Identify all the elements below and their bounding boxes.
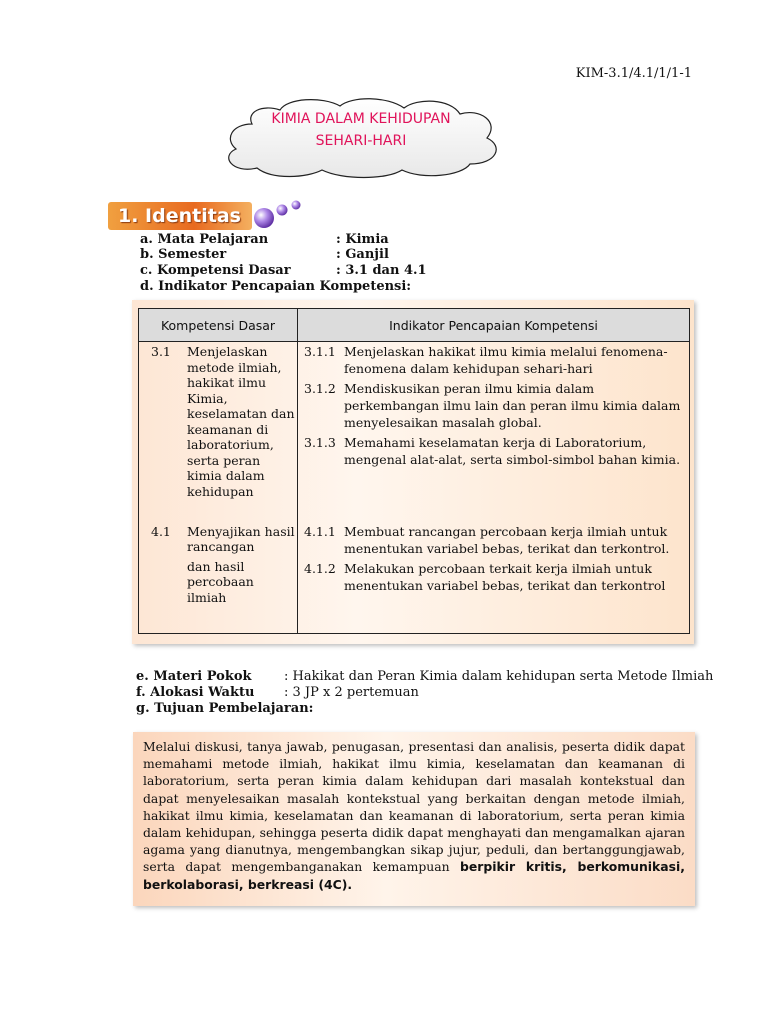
kd-item: 4.1 Menyajikan hasil rancangan dan hasil percobaan ilmiah	[151, 523, 295, 605]
cloud-title	[212, 108, 510, 152]
indicator-item: 4.1.1 Membuat rancangan percobaan kerja ilmiah untuk menentukan variabel bebas, terikat dan terkontrol.	[304, 523, 670, 556]
tujuan-4c: berpikir kritis, berkomunikasi, berkolaborasi, berkreasi (4C).	[143, 859, 685, 892]
cloud-title-line2: SEHARI-HARI	[315, 133, 407, 149]
indicator-item: 3.1.1 Menjelaskan hakikat ilmu kimia melalui fenomena-fenomena dalam kehidupan sehari-hari	[304, 344, 668, 376]
identitas-row: c. Kompetensi Dasar : 3.1 dan 4.1	[140, 263, 427, 278]
kd-cell	[139, 522, 298, 634]
cloud-title-line1: KIMIA DALAM KEHIDUPAN	[271, 111, 451, 127]
tujuan-heading: g. Tujuan Pembelajaran:	[136, 701, 314, 716]
identitas-title: 1. Identitas	[118, 205, 241, 227]
document-code: KIM-3.1/4.1/1/1-1	[575, 66, 692, 81]
indicator-item: 4.1.2 Melakukan percobaan terkait kerja ilmiah untuk menentukan variabel bebas, terikat dan terkontrol	[304, 560, 666, 593]
kd-cell	[139, 342, 298, 522]
identitas-row: a. Mata Pelajaran : Kimia	[140, 232, 389, 247]
table-header-ipk: Indikator Pencapaian Kompetensi	[298, 309, 690, 342]
identitas-row: b. Semester : Ganjil	[140, 247, 389, 262]
kompetensi-table	[138, 308, 690, 634]
kd-item: 3.1 Menjelaskan metode ilmiah, hakikat ilmu Kimia, keselamatan dan keamanan di laboratorium, serta peran kimia dalam kehidupan	[151, 344, 295, 499]
identitas-row: d. Indikator Pencapaian Kompetensi:	[140, 279, 412, 294]
decorative-bubbles	[250, 196, 310, 232]
indicator-item: 3.1.3 Memahami keselamatan kerja di Laboratorium, mengenal alat-alat, serta simbol-simbol bahan kimia.	[304, 435, 681, 467]
table-header-kd: Kompetensi Dasar	[139, 309, 298, 342]
materi-row: e. Materi Pokok : Hakikat dan Peran Kimia dalam kehidupan serta Metode Ilmiah	[136, 669, 714, 684]
ipk-cell	[298, 342, 690, 522]
alokasi-row: f. Alokasi Waktu : 3 JP x 2 pertemuan	[136, 685, 419, 700]
ipk-cell	[298, 522, 690, 634]
indicator-item: 3.1.2 Mendiskusikan peran ilmu kimia dalam perkembangan ilmu lain dan peran ilmu kimia dalam menyelesaikan masalah global.	[304, 381, 681, 430]
tujuan-text: Melalui diskusi, tanya jawab, penugasan, presentasi dan analisis, peserta didik dapat memahami metode ilmiah, hakikat ilmu kimia, keselamatan dan keamanan di laboratorium, serta peran kimia dalam kehidupan dari masalah kontekstual dan dapat menyelesaikan masalah kontekstual yang berkaitan dengan metode ilmiah, hakikat ilmu kimia, keselamatan dan keamanan di laboratorium, serta peran kimia dalam kehidupan, sehingga peserta didik dapat menghayati dan mengamalkan ajaran agama yang dianutnya, mengembangkan sikap jujur, peduli, dan bertanggungjawab, serta dapat mengembanganakan kemampuan berpikir kritis, berkomunikasi, berkolaborasi, berkreasi (4C).	[143, 739, 685, 892]
